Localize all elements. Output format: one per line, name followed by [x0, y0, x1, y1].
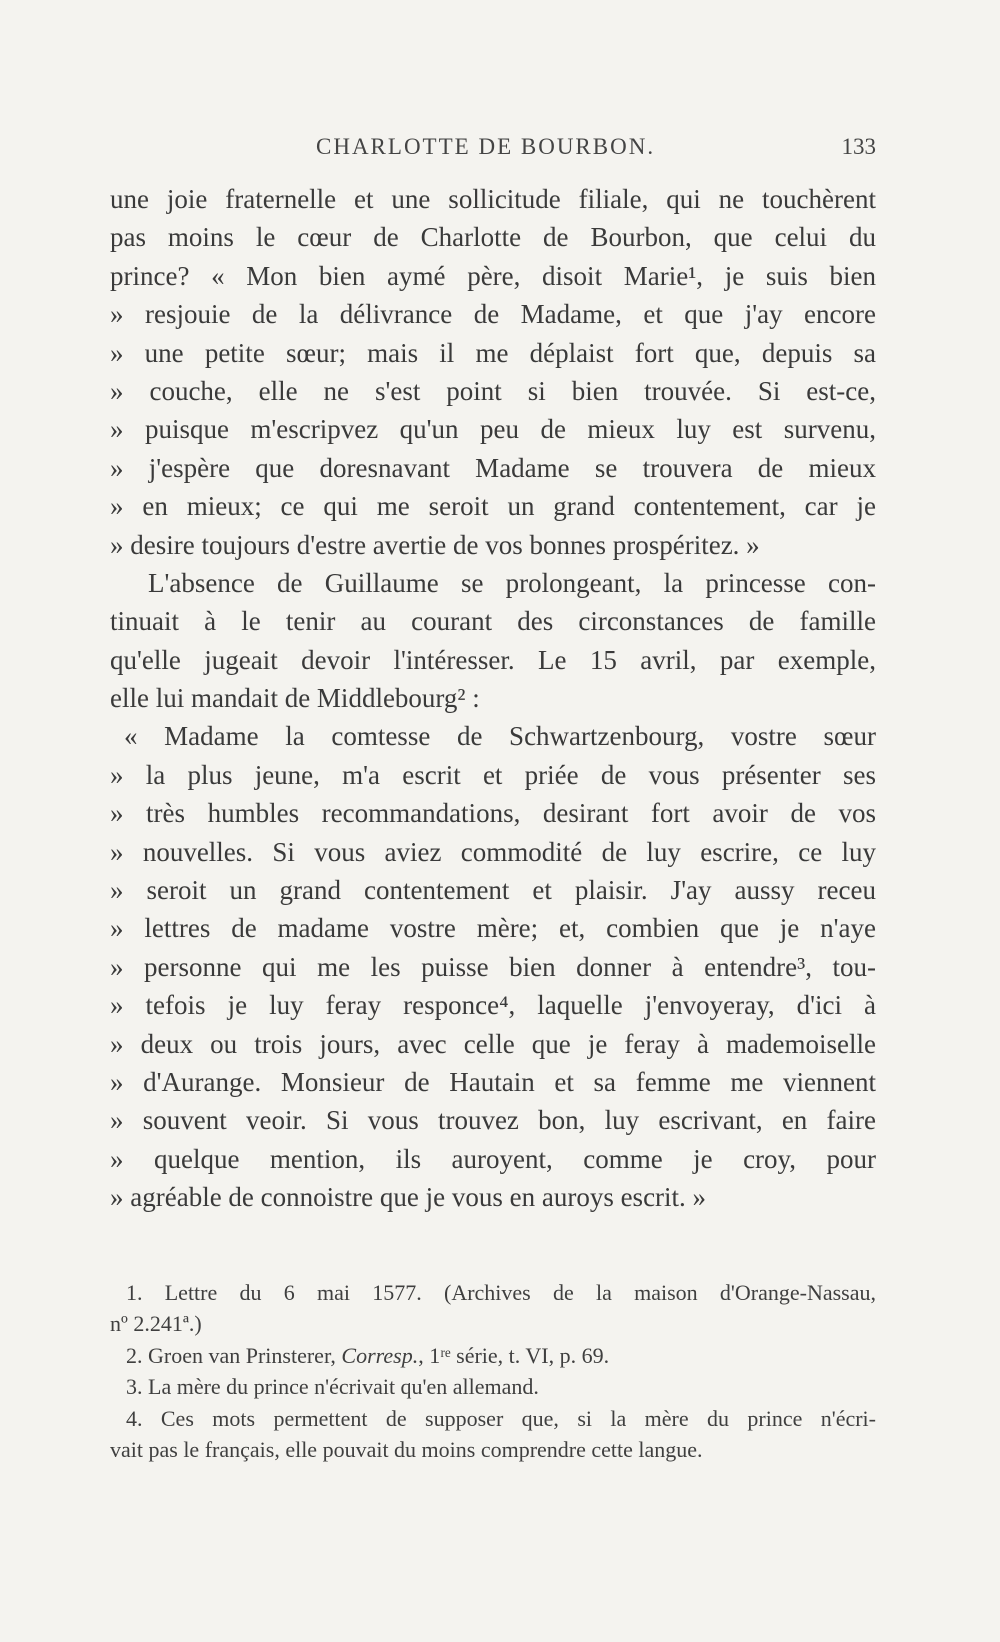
body-line: » deux ou trois jours, avec celle que je feray à mademoiselle [110, 1028, 876, 1059]
body-text [110, 180, 876, 1217]
body-line: » nouvelles. Si vous aviez commodité de luy escrire, ce luy [110, 836, 876, 867]
body-line: pas moins le cœur de Charlotte de Bourbon, que celui du [110, 222, 876, 253]
body-line: » une petite sœur; mais il me déplaist fort que, depuis sa [110, 337, 876, 368]
body-line: une joie fraternelle et une sollicitude filiale, qui ne touchèrent [110, 184, 876, 214]
body-line: « Madame la comtesse de Schwartzenbourg, vostre sœur [124, 721, 876, 752]
body-line: » j'espère que doresnavant Madame se trouvera de mieux [110, 452, 876, 483]
footnotes [110, 1277, 876, 1465]
footnote-1-line-1: 1. Lettre du 6 mai 1577. (Archives de la maison d'Orange-Nassau, [126, 1280, 876, 1305]
footnote-2-title: Corresp. [341, 1342, 419, 1368]
footnote-3: 3. La mère du prince n'écrivait qu'en allemand. [126, 1374, 539, 1400]
body-line: elle lui mandait de Middlebourg² : [110, 683, 480, 714]
body-line: » personne qui me les puisse bien donner à entendre³, tou- [110, 951, 876, 982]
body-line: » en mieux; ce qui me seroit un grand contentement, car je [110, 491, 876, 522]
footnote-4-line-1: 4. Ces mots permettent de supposer que, si la mère du prince n'écri- [126, 1405, 876, 1431]
body-line: tinuait à le tenir au courant des circonstances de famille [110, 606, 876, 637]
body-line: » couche, elle ne s'est point si bien trouvée. Si est-ce, [110, 375, 876, 406]
body-line: » d'Aurange. Monsieur de Hautain et sa femme me viennent [110, 1066, 876, 1097]
running-title: CHARLOTTE DE BOURBON. [316, 134, 656, 159]
body-line: » très humbles recommandations, desirant fort avoir de vos [110, 798, 876, 829]
body-line: qu'elle jugeait devoir l'intéresser. Le 15 avril, par exemple, [110, 644, 876, 675]
body-line: prince? « Mon bien aymé père, disoit Marie¹, je suis bien [110, 260, 876, 291]
body-line: » seroit un grand contentement et plaisir. J'ay aussy receu [110, 875, 876, 906]
body-line: L'absence de Guillaume se prolongeant, la princesse con- [148, 567, 876, 598]
body-line: » resjouie de la délivrance de Madame, et que j'ay encore [110, 299, 876, 330]
footnote-2-ref: , 1ʳᵉ série, t. VI, p. 69. [418, 1342, 610, 1368]
body-line: » souvent veoir. Si vous trouvez bon, luy escrivant, en faire [110, 1105, 876, 1136]
footnote-4-line-2: vait pas le français, elle pouvait du moins comprendre cette langue. [110, 1436, 703, 1462]
page-number: 133 [841, 134, 876, 159]
body-line: » desire toujours d'estre avertie de vos bonnes prospéritez. » [110, 529, 760, 560]
running-header [108, 134, 876, 168]
footnote-1-line-2: nº 2.241ª.) [110, 1311, 202, 1337]
body-line: » quelque mention, ils auroyent, comme je croy, pour [110, 1143, 876, 1174]
body-line: » agréable de connoistre que je vous en auroys escrit. » [110, 1182, 707, 1213]
body-line: » la plus jeune, m'a escrit et priée de vous présenter ses [110, 759, 876, 790]
body-line: » tefois je luy feray responce⁴, laquelle j'envoyeray, d'ici à [110, 990, 876, 1021]
body-line: » lettres de madame vostre mère; et, combien que je n'aye [110, 913, 876, 944]
footnote-2-author: 2. Groen van Prinsterer, [126, 1342, 342, 1368]
footnote-2 [110, 1340, 876, 1371]
body-line: » puisque m'escripvez qu'un peu de mieux luy est survenu, [110, 414, 876, 445]
